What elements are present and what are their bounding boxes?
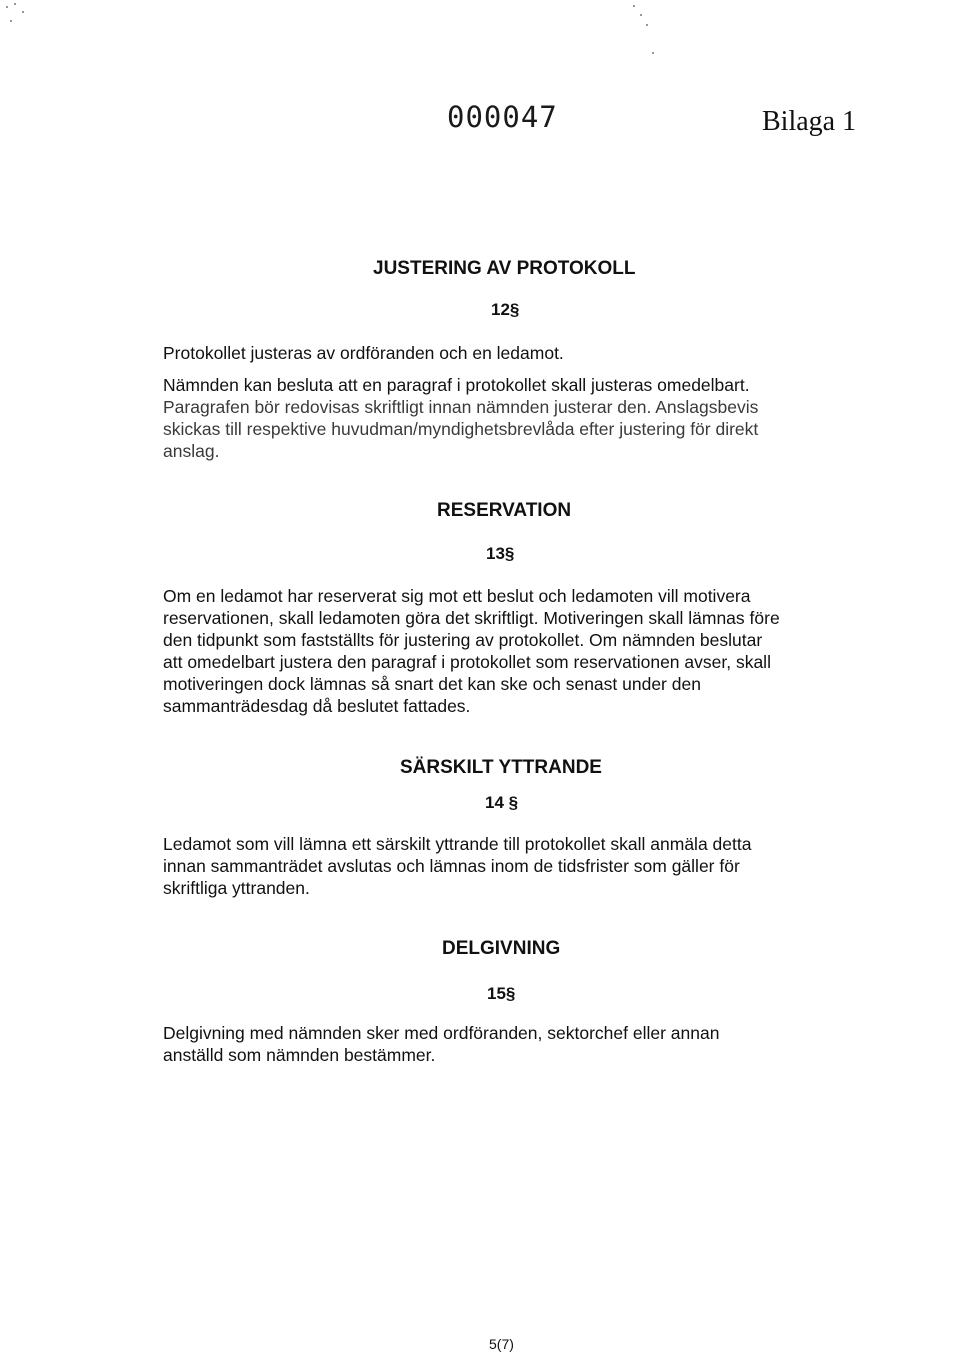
section-heading: DELGIVNING (442, 938, 561, 959)
scan-speck (6, 6, 8, 8)
scan-speck (10, 20, 12, 22)
scan-speck (22, 11, 24, 13)
section-heading: RESERVATION (437, 500, 572, 521)
body-line: innan sammanträdet avslutas och lämnas inom de tidsfrister som gäller för (163, 856, 740, 876)
section-body (163, 585, 780, 717)
body-line: Delgivning med nämnden sker med ordföranden, sektorchef eller annan (163, 1023, 720, 1043)
paragraph-number: 14 § (485, 793, 519, 812)
page-number: 5(7) (489, 1336, 514, 1352)
scan-speck (640, 14, 642, 16)
section-heading: SÄRSKILT YTTRANDE (400, 757, 602, 778)
body-line: Nämnden kan besluta att en paragraf i protokollet skall justeras omedelbart. (163, 375, 750, 395)
body-line: skriftliga yttranden. (163, 878, 310, 898)
body-line: Protokollet justeras av ordföranden och en ledamot. (163, 343, 564, 363)
paragraph-number: 15§ (487, 984, 516, 1003)
body-line: Om en ledamot har reserverat sig mot ett beslut och ledamoten vill motivera (163, 586, 751, 606)
paragraph-number: 12§ (491, 300, 520, 319)
section-body (163, 342, 564, 364)
body-line: den tidpunkt som fastställts för justering av protokollet. Om nämnden beslutar (163, 630, 763, 650)
section-body (163, 833, 751, 899)
section-body (163, 1022, 719, 1066)
body-line: skickas till respektive huvudman/myndighetsbrevlåda efter justering för direkt (163, 419, 759, 439)
body-line: motiveringen dock lämnas så snart det kan ske och senast under den (163, 674, 701, 694)
archive-stamp-number: 000047 (447, 100, 558, 134)
section-heading: JUSTERING AV PROTOKOLL (373, 258, 636, 279)
scan-speck (646, 24, 648, 26)
body-line: sammanträdesdag då beslutet fattades. (163, 696, 471, 716)
scan-speck (633, 5, 635, 7)
body-line: Paragrafen bör redovisas skriftligt innan nämnden justerar den. Anslagsbevis (163, 397, 759, 417)
scan-speck (14, 3, 16, 5)
appendix-label: Bilaga 1 (762, 106, 857, 137)
body-line: att omedelbart justera den paragraf i protokollet som reservationen avser, skall (163, 652, 771, 672)
scan-speck (652, 52, 654, 54)
body-line: Ledamot som vill lämna ett särskilt yttrande till protokollet skall anmäla detta (163, 834, 752, 854)
paragraph-number: 13§ (486, 544, 515, 563)
section-body (163, 374, 758, 462)
body-line: anslag. (163, 441, 220, 461)
body-line: reservationen, skall ledamoten göra det skriftligt. Motiveringen skall lämnas före (163, 608, 780, 628)
body-line: anställd som nämnden bestämmer. (163, 1045, 436, 1065)
